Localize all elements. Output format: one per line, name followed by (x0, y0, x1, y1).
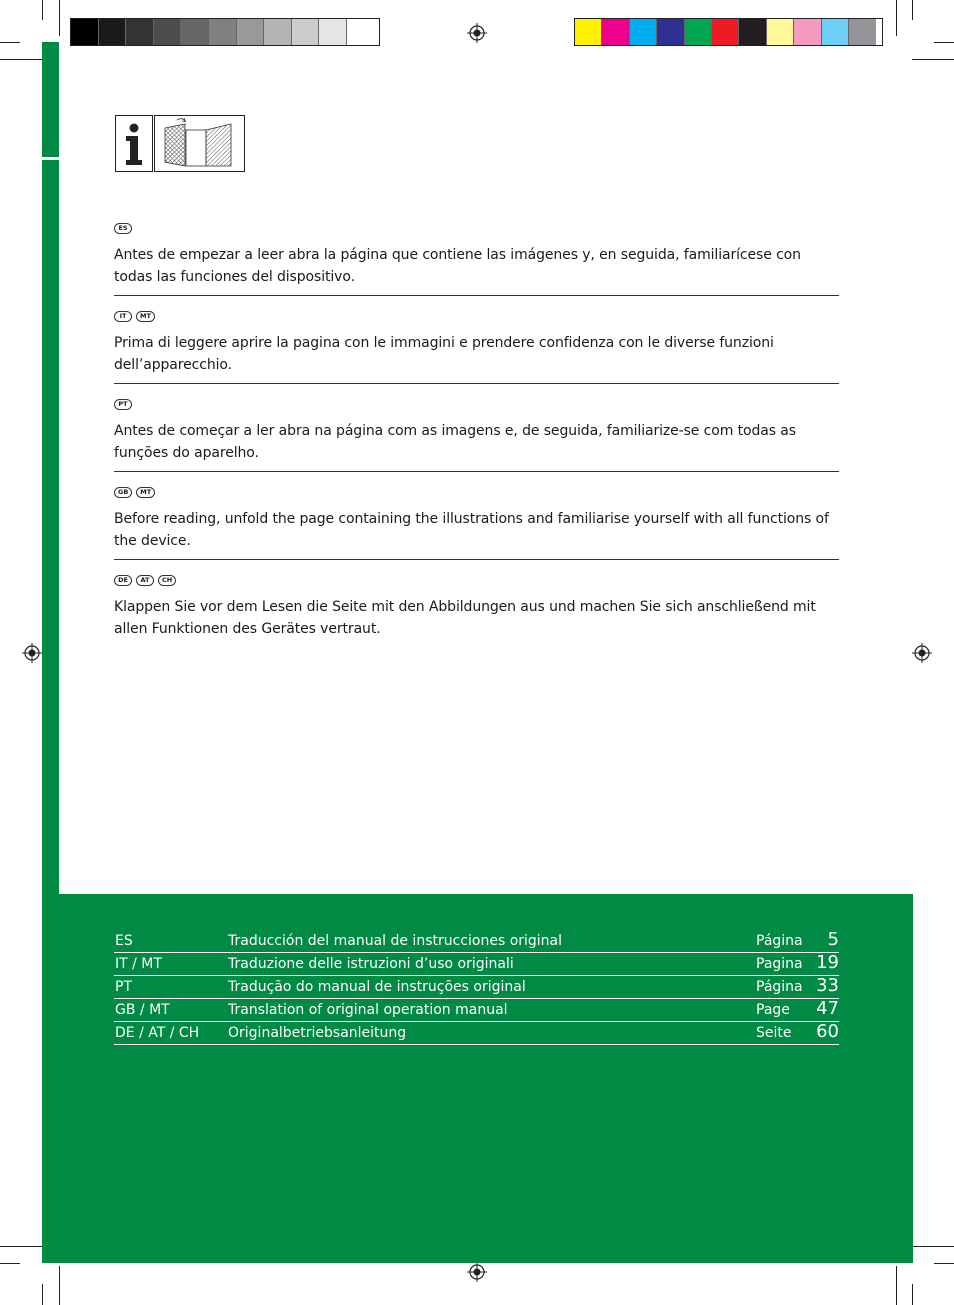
calibration-swatch (264, 19, 292, 45)
toc-language-code: ES (115, 933, 133, 949)
toc-row[interactable] (114, 953, 839, 976)
crop-mark (896, 1266, 897, 1305)
toc-language-code: IT / MT (115, 956, 162, 972)
language-section-de-at-ch (114, 575, 839, 640)
calibration-swatch (319, 19, 347, 45)
calibration-swatch (657, 19, 684, 45)
language-badge: IT (114, 311, 132, 322)
toc-page-word: Página (756, 933, 803, 949)
green-spine (42, 42, 59, 894)
toc-page-number: 5 (827, 929, 839, 950)
language-badge: ES (114, 223, 132, 234)
language-badge: PT (114, 399, 132, 410)
crop-mark (934, 1263, 954, 1264)
crop-mark (0, 59, 42, 60)
language-badge: MT (136, 487, 155, 498)
language-badge: CH (158, 575, 176, 586)
calibration-swatch (209, 19, 237, 45)
calibration-swatch (685, 19, 712, 45)
section-divider (114, 295, 839, 296)
language-badge: MT (136, 311, 155, 322)
calibration-swatch (154, 19, 182, 45)
crop-mark (0, 42, 20, 43)
section-divider (114, 383, 839, 384)
toc-page-word: Page (756, 1002, 790, 1018)
crop-mark (912, 1246, 954, 1247)
registration-mark-icon (467, 23, 487, 43)
language-badge: DE (114, 575, 132, 586)
registration-mark-icon (467, 1262, 487, 1282)
section-divider (114, 559, 839, 560)
crop-mark (912, 59, 954, 60)
calibration-swatch (126, 19, 154, 45)
language-section-it-mt (114, 311, 839, 376)
toc-title: Originalbetriebsanleitung (228, 1025, 407, 1041)
grayscale-calibration-bar (70, 18, 380, 46)
instruction-text: Klappen Sie vor dem Lesen die Seite mit den Abbildungen aus und machen Sie sich anschließend mit allen Funktionen des Gerätes vertraut. (114, 599, 816, 637)
calibration-swatch (292, 19, 320, 45)
crop-mark (59, 1266, 60, 1305)
crop-mark (912, 1284, 913, 1305)
calibration-swatch (739, 19, 766, 45)
language-section-gb-mt (114, 487, 839, 552)
toc-language-code: PT (115, 979, 132, 995)
toc-language-code: GB / MT (115, 1002, 170, 1018)
toc-row[interactable] (114, 976, 839, 999)
spine-divider (42, 157, 59, 160)
crop-mark (42, 1284, 43, 1305)
crop-mark (912, 0, 913, 20)
toc-page-word: Pagina (756, 956, 803, 972)
crop-mark (0, 1263, 20, 1264)
registration-mark-icon (22, 643, 42, 663)
calibration-swatch (849, 19, 876, 45)
instruction-text: Antes de começar a ler abra na página com as imagens e, de seguida, familiarize-se com todas as funções do aparelho. (114, 423, 796, 461)
toc-page-number: 47 (816, 998, 839, 1019)
language-section-es (114, 223, 839, 288)
section-divider (114, 471, 839, 472)
toc-title: Traducción del manual de instrucciones original (228, 933, 563, 949)
foldout-page-icon (154, 115, 245, 172)
crop-mark (934, 42, 954, 43)
calibration-swatch (822, 19, 849, 45)
toc-page-word: Página (756, 979, 803, 995)
instruction-text: Before reading, unfold the page containing the illustrations and familiarise yourself with all functions of the device. (114, 511, 829, 549)
calibration-swatch (712, 19, 739, 45)
registration-mark-icon (912, 643, 932, 663)
toc-page-number: 60 (816, 1021, 839, 1042)
info-icon (115, 115, 153, 172)
calibration-swatch (630, 19, 657, 45)
crop-mark (59, 0, 60, 36)
calibration-swatch (237, 19, 265, 45)
calibration-swatch (575, 19, 602, 45)
toc-page-word: Seite (756, 1025, 792, 1041)
toc-title: Translation of original operation manual (228, 1002, 508, 1018)
calibration-swatch (794, 19, 821, 45)
crop-mark (0, 1246, 42, 1247)
toc-title: Traduzione delle istruzioni d’uso originali (228, 956, 514, 972)
language-section-pt (114, 399, 839, 464)
language-badge: GB (114, 487, 132, 498)
calibration-swatch (71, 19, 99, 45)
color-calibration-bar (574, 18, 883, 46)
calibration-swatch (602, 19, 629, 45)
toc-page-number: 19 (816, 952, 839, 973)
calibration-swatch (99, 19, 127, 45)
toc-title: Tradução do manual de instruções original (228, 979, 526, 995)
crop-mark (42, 0, 43, 20)
toc-page-number: 33 (816, 975, 839, 996)
toc-language-code: DE / AT / CH (115, 1025, 200, 1041)
toc-row[interactable] (114, 999, 839, 1022)
instruction-text: Prima di leggere aprire la pagina con le immagini e prendere confidenza con le diverse funzioni dell’apparecchio. (114, 335, 774, 373)
calibration-swatch (181, 19, 209, 45)
crop-mark (896, 0, 897, 36)
toc-row[interactable] (114, 1022, 839, 1045)
calibration-swatch (347, 19, 375, 45)
table-of-contents (114, 930, 839, 1045)
calibration-swatch (767, 19, 794, 45)
instruction-text: Antes de empezar a leer abra la página que contiene las imágenes y, en seguida, familiarícese con todas las funciones del dispositivo. (114, 247, 801, 285)
language-badge: AT (136, 575, 154, 586)
toc-row[interactable] (114, 930, 839, 953)
